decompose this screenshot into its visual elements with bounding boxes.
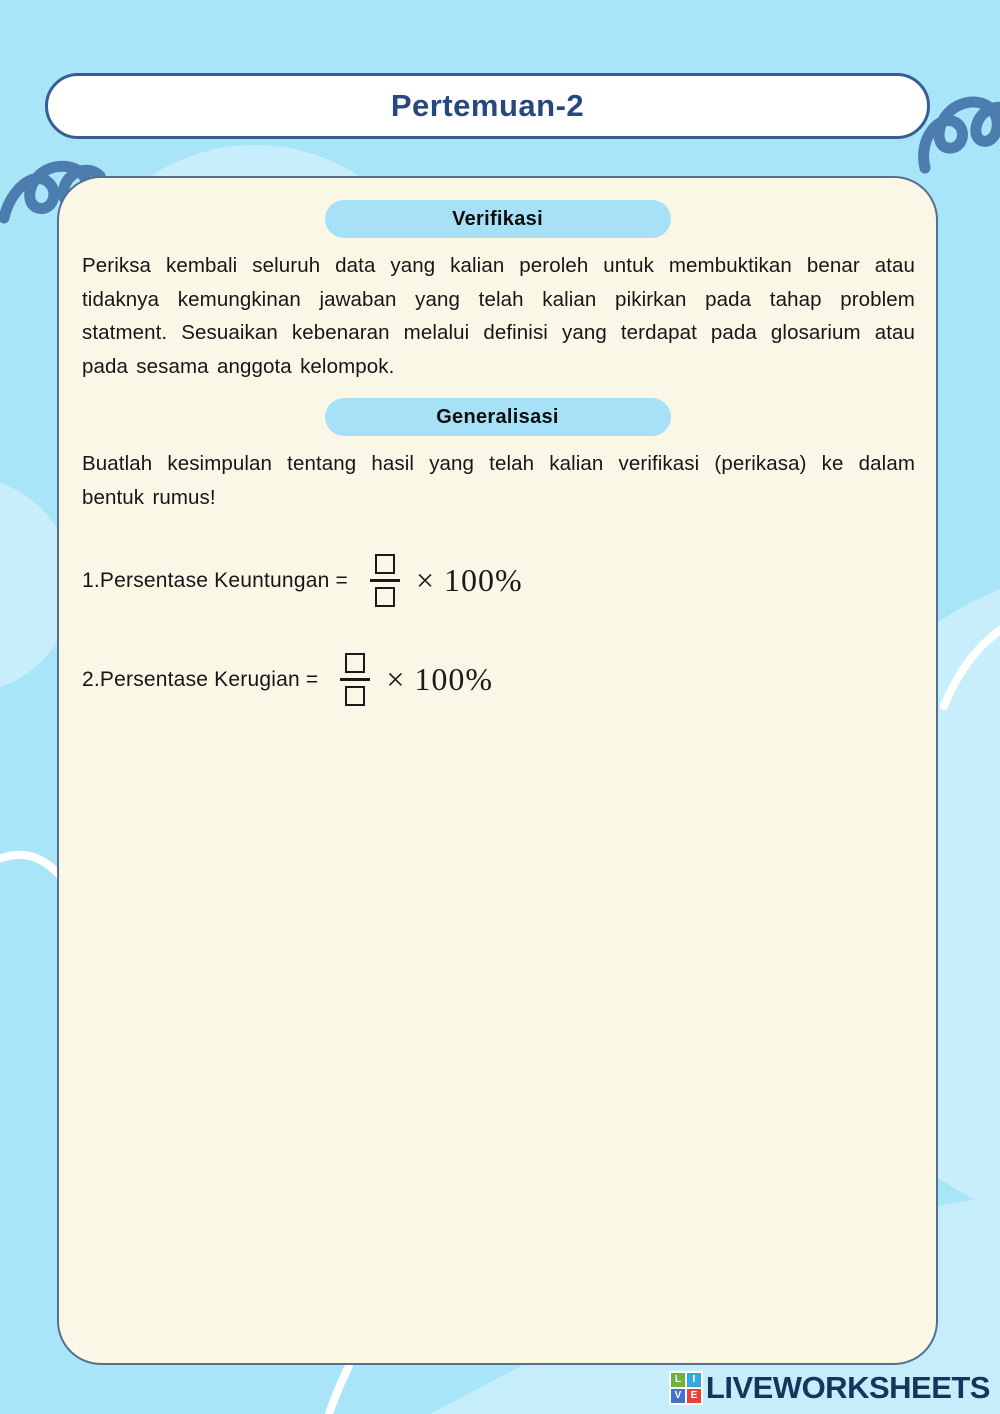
- generalisasi-paragraph: Buatlah kesimpulan tentang hasil yang telah kalian verifikasi (perikasa) ke dalam bentuk rumus!: [82, 452, 915, 509]
- generalisasi-badge: [325, 398, 671, 436]
- verifikasi-badge-label: Verifikasi: [452, 207, 543, 230]
- logo-square-e: E: [687, 1389, 701, 1403]
- logo-square-i: I: [687, 1373, 701, 1387]
- fraction-bar: [370, 579, 400, 582]
- formula-label: 2.Persentase Kerugian =: [82, 667, 319, 691]
- liveworksheets-logo[interactable]: [669, 1370, 990, 1406]
- white-line-bottom: [329, 1366, 349, 1414]
- formula-row-kerugian: [82, 653, 936, 706]
- formula-multiplier: × 100%: [415, 562, 523, 598]
- formula-multiplier: × 100%: [386, 661, 494, 697]
- liveworksheets-grid-icon: [669, 1371, 703, 1405]
- fraction: [340, 653, 370, 706]
- fraction: [370, 554, 400, 607]
- generalisasi-badge-label: Generalisasi: [436, 405, 559, 428]
- logo-square-v: V: [671, 1389, 685, 1403]
- brand-wordmark: LIVEWORKSHEETS: [705, 1370, 990, 1405]
- logo-square-l: L: [671, 1373, 685, 1387]
- worksheet-card: [57, 176, 938, 1365]
- header-banner: [45, 73, 930, 139]
- verifikasi-paragraph: Periksa kembali seluruh data yang kalian peroleh untuk membuktikan benar atau tidaknya kemungkinan jawaban yang telah kalian pikirkan pada tahap problem statment. Sesuaikan kebenaran melalui definisi yang terdapat pada glosarium atau pada sesama anggota kelompok.: [82, 254, 915, 378]
- verifikasi-badge: [325, 200, 671, 238]
- numerator-answer-box[interactable]: [345, 653, 365, 673]
- denominator-answer-box[interactable]: [345, 686, 365, 706]
- squiggle-top-right-icon: [924, 102, 1000, 168]
- numerator-answer-box[interactable]: [375, 554, 395, 574]
- white-arc-left: [0, 855, 62, 878]
- denominator-answer-box[interactable]: [375, 587, 395, 607]
- formula-row-keuntungan: [82, 554, 936, 607]
- fraction-bar: [340, 678, 370, 681]
- page-title: Pertemuan-2: [390, 88, 585, 123]
- formula-label: 1.Persentase Keuntungan =: [82, 568, 348, 592]
